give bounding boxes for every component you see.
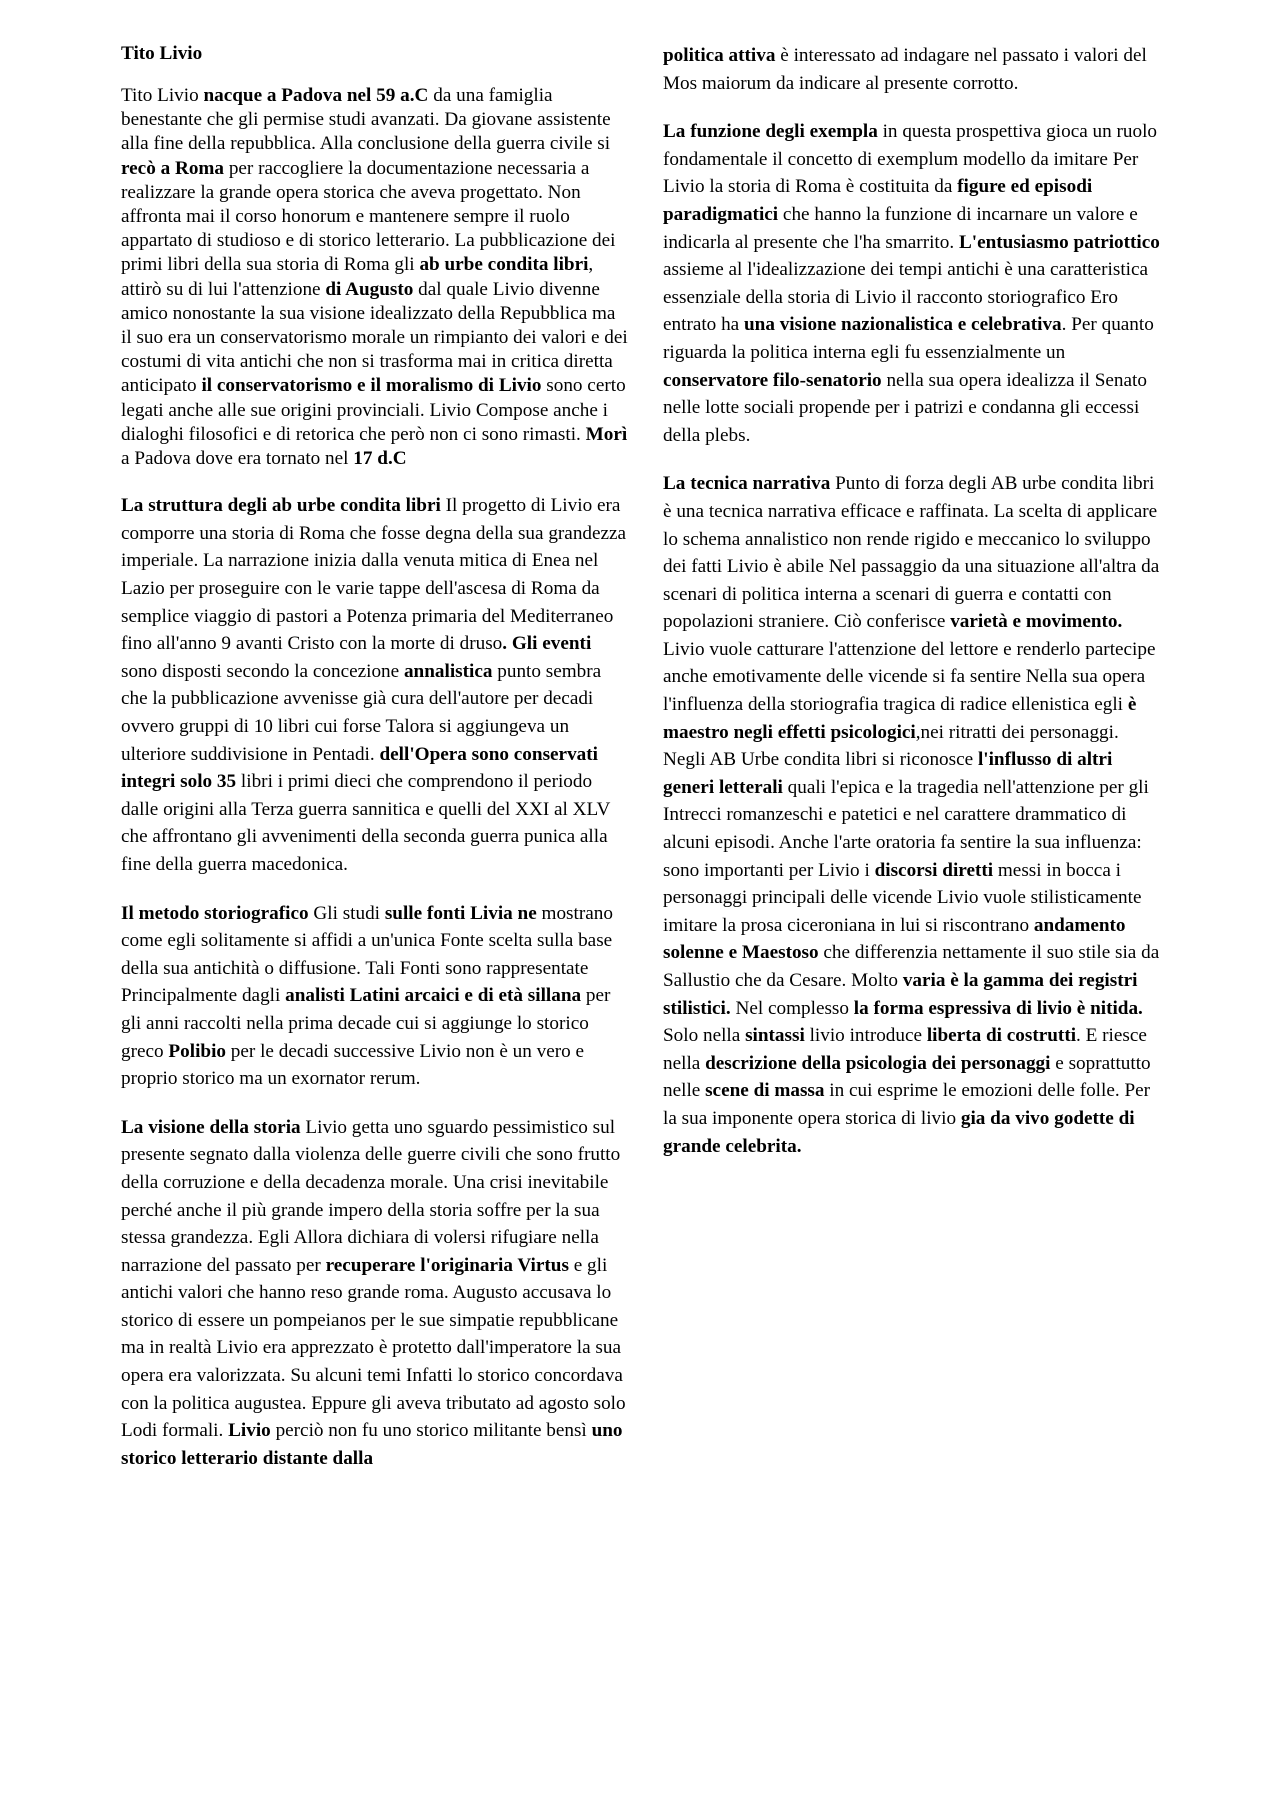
text-run: Livio vuole catturare l'attenzione del lettore e renderlo partecipe anche emotivamente delle vicende si fa sentire Nella sua opera l'influenza della storiografia tragica di radice ellenistica egli: [663, 638, 1156, 716]
text-run: annalistica: [403, 660, 493, 682]
text-run: uno storico letterario distante dalla: [121, 1420, 623, 1469]
text-run: quali l'epica e la tragedia nell'attenzione per gli Intrecci romanzeschi e patetici e nel carattere drammatico di alcuni episodi. Anche l'arte oratoria fa sentire la sua influenza: sono importanti per Livio i: [663, 776, 1149, 881]
text-run: . Gli eventi: [502, 633, 592, 655]
text-run: e soprattutto nelle: [663, 1052, 1151, 1102]
text-run: figure ed episodi paradigmatici: [663, 176, 1093, 225]
text-run: Punto di forza degli AB urbe condita libri è una tecnica narrativa efficace e raffinata. La scelta di applicare lo schema annalistico non rende rigido e meccanico lo sviluppo dei fatti Livio è abile Nel passaggio da una situazione all'altra da scenari di politica interna a scenari di guerra e contatti con popolazioni straniere. Ciò conferisce: [663, 473, 1160, 633]
text-run: sulle fonti Livia ne: [384, 902, 537, 924]
text-run: Tito Livio: [121, 85, 204, 106]
text-run: descrizione della psicologia dei personaggi: [705, 1052, 1051, 1074]
text-run: ab urbe condita libri: [419, 254, 589, 276]
text-run: . E riesce nella: [663, 1025, 1147, 1074]
text-run: sono certo legati anche alle sue origini provinciali. Livio Compose anche i dialoghi filosofici e di retorica che però non ci sono rimasti.: [121, 375, 626, 445]
text-run: Polibio: [168, 1040, 226, 1062]
text-run: varia è la gamma dei registri stilistici.: [663, 970, 1138, 1019]
text-run: mostrano come egli solitamente si affidi a un'unica Fonte scelta sulla base della sua antichità o diffusione. Tali Fonti sono rappresentate Principalmente dagli: [121, 902, 613, 1007]
text-run: varietà e movimento.: [950, 611, 1123, 633]
text-run: Morì: [585, 423, 628, 445]
paragraph-visione-storia: [121, 1114, 629, 1473]
text-run: per gli anni raccolti nella prima decade cui si aggiunge lo storico greco: [121, 985, 611, 1062]
text-run: L'entusiasmo patriottico: [958, 231, 1160, 253]
text-run: recò a Roma: [121, 157, 225, 179]
text-run: in cui esprime le emozioni delle folle. Per la sua imponente opera storica di livio: [663, 1080, 1151, 1129]
paragraph-struttura: [121, 492, 629, 878]
text-run: La funzione degli exempla: [663, 121, 878, 143]
text-run: . Per quanto riguarda la politica interna egli fu essenzialmente un: [663, 314, 1154, 363]
text-run: liberta di costrutti: [926, 1025, 1077, 1047]
text-run: , attirò su di lui l'attenzione: [121, 254, 594, 300]
text-run: Il metodo storiografico: [121, 902, 309, 924]
left-column: [121, 42, 629, 1493]
text-run: La visione della storia: [121, 1116, 301, 1138]
text-run: di Augusto: [325, 278, 414, 300]
right-column: [663, 42, 1163, 1181]
text-run: dell'Opera sono conservati integri solo 35: [121, 743, 598, 793]
paragraph-metodo-storiografico: [121, 900, 629, 1093]
text-run: gia da vivo godette di grande celebrita.: [663, 1107, 1135, 1157]
text-run: La tecnica narrativa: [663, 473, 831, 495]
text-run: 17 d.C: [353, 448, 407, 470]
text-run: Livio getta uno sguardo pessimistico sul presente segnato dalla violenza delle guerre civili che sono frutto della corruzione e della decadenza morale. Una crisi inevitabile perché anche il più grande impero della storia soffre per la sua stessa grandezza. Egli Allora dichiara di volersi rifugiare nella narrazione del passato per: [121, 1116, 621, 1276]
paragraph-tecnica-narrativa: [663, 470, 1163, 1160]
text-run: libri i primi dieci che comprendono il periodo dalle origini alla Terza guerra sannitica e quelli del XXI al XLV che affrontano gli avvenimenti della seconda guerra punica alla fine della guerra macedonica.: [121, 771, 611, 875]
text-run: assieme al l'idealizzazione dei tempi antichi è una caratteristica essenziale della storia di Livio il racconto storiografico Ero entrato ha: [663, 259, 1149, 336]
text-run: nacque a Padova nel 59 a.C: [203, 85, 429, 106]
paragraph-funzione-exempla: [663, 118, 1163, 449]
text-run: è interessato ad indagare nel passato i valori del Mos maiorum da indicare al presente corrotto.: [663, 45, 1147, 94]
paragraph-biografia: [121, 84, 629, 471]
text-run: Il progetto di Livio era comporre una storia di Roma che fosse degna della sua grandezza imperiale. La narrazione inizia dalla venuta mitica di Enea nel Lazio per proseguire con le varie tappe dell'ascesa di Roma da semplice viaggio di pastori a Potenza primaria del Mediterraneo fino all'anno 9 avanti Cristo con la morte di druso: [121, 495, 627, 655]
text-run: la forma espressiva di livio è nitida.: [853, 997, 1143, 1019]
text-run: perciò non fu uno storico militante bensì: [270, 1420, 592, 1442]
text-run: per raccogliere la documentazione necessaria a realizzare la grande opera storica che aveva progettato. Non affronta mai il corso honorum e mantenere sempre il ruolo appartato di studioso e di storico letterario. La pubblicazione dei primi libri della sua storia di Roma gli: [121, 157, 616, 276]
text-run: Gli studi: [308, 902, 385, 924]
text-run: per le decadi successive Livio non è un vero e proprio storico ma un exornator rerum.: [121, 1040, 585, 1090]
paragraph-politica-attiva: [663, 42, 1163, 97]
text-run: sono disposti secondo la concezione: [121, 660, 404, 682]
text-run: La struttura degli ab urbe condita libri: [121, 495, 441, 517]
text-run: Nel complesso: [730, 997, 854, 1019]
text-run: l'influsso di altri generi letterali: [663, 749, 1113, 798]
text-run: a Padova dove era tornato nel: [121, 448, 354, 470]
text-run: livio introduce: [804, 1025, 927, 1047]
text-run: dal quale Livio divenne amico nonostante la sua visione idealizzato della Repubblica ma il suo era un conservatorismo morale un rimpianto dei valori e dei costumi di vita antichi che non si trasforma mai in critica diretta anticipato: [121, 278, 628, 397]
text-run: recuperare l'originaria Virtus: [325, 1254, 569, 1276]
text-run: politica attiva: [663, 45, 776, 66]
text-run: scene di massa: [705, 1080, 825, 1102]
text-run: il conservatorismo e il moralismo di Livio: [201, 375, 542, 397]
text-run: messi in bocca i personaggi principali delle vicende Livio vuole stilisticamente imitare la prosa ciceroniana in lui si riscontrano: [663, 859, 1142, 936]
text-run: che differenzia nettamente il suo stile sia da Sallustio che da Cesare. Molto: [663, 942, 1160, 991]
text-run: Livio: [228, 1420, 271, 1442]
text-run: e gli antichi valori che hanno reso grande roma. Augusto accusava lo storico di essere un pompeianos per le sue simpatie repubblicane ma in realtà Livio era apprezzato è protetto dall'imperatore la sua opera era valorizzata. Su alcuni temi Infatti lo storico concordava con la politica augustea. Eppure gli aveva tributato ad agosto solo Lodi formali.: [121, 1254, 626, 1442]
document-title: Tito Livio: [121, 43, 203, 64]
text-run: andamento solenne e Maestoso: [663, 914, 1126, 964]
text-run: in questa prospettiva gioca un ruolo fondamentale il concetto di exemplum modello da imitare Per Livio la storia di Roma è costituita da: [663, 121, 1158, 198]
text-run: sintassi: [745, 1025, 805, 1047]
text-run: da una famiglia benestante che gli permise studi avanzati. Da giovane assistente alla fine della repubblica. Alla conclusione della guerra civile si: [121, 85, 611, 155]
text-run: una visione nazionalistica e celebrativa: [743, 314, 1062, 336]
text-run: conservatore filo-senatorio: [663, 369, 882, 391]
text-run: che hanno la funzione di incarnare un valore e indicarla al presente che l'ha smarrito.: [663, 203, 1138, 253]
text-run: è maestro negli effetti psicologici: [663, 694, 1137, 743]
text-run: Solo nella: [663, 1025, 746, 1047]
text-run: analisti Latini arcaici e di età sillana: [285, 985, 582, 1007]
text-run: nella sua opera idealizza il Senato nelle lotte sociali propende per i patrizi e condanna gli eccessi della plebs.: [663, 369, 1147, 446]
text-run: discorsi diretti: [874, 859, 994, 881]
text-run: punto sembra che la pubblicazione avvenisse già cura dell'autore per decadi ovvero gruppi di 10 libri cui forse Talora si aggiungeva un ulteriore suddivisione in Pentadi.: [121, 660, 602, 765]
text-run: ,nei ritratti dei personaggi. Negli AB Urbe condita libri si riconosce: [663, 721, 1119, 771]
